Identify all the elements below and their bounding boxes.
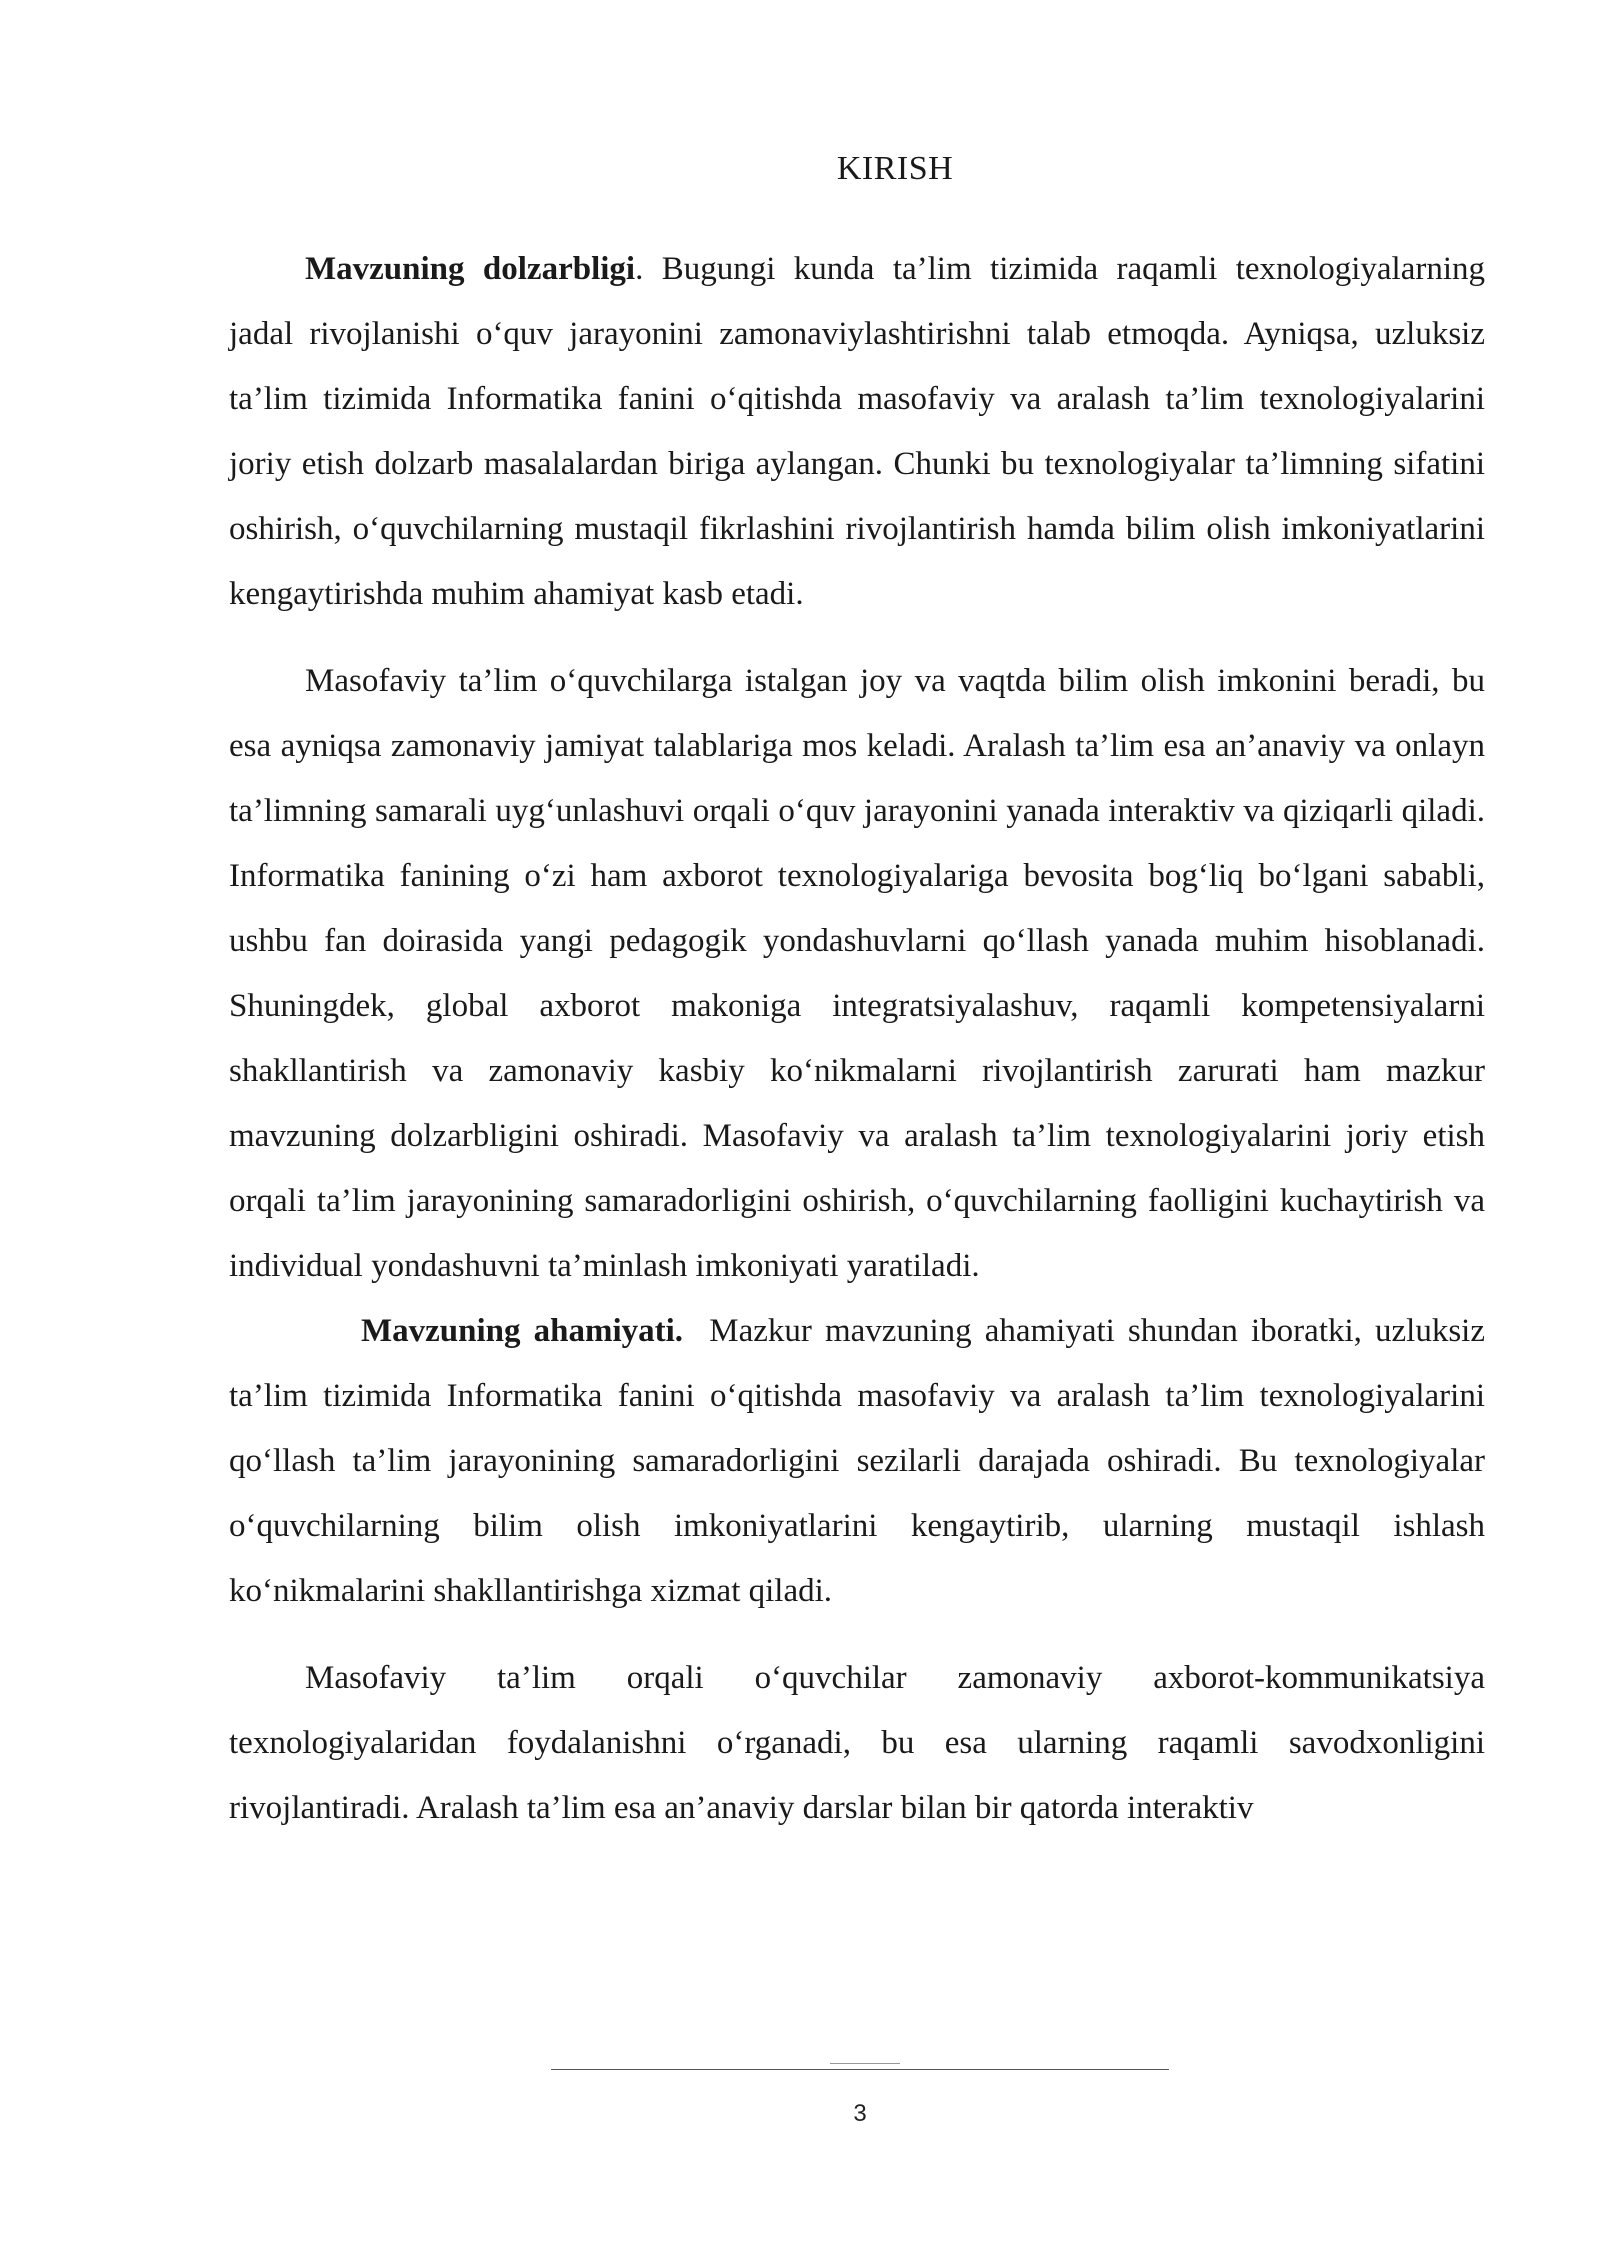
paragraph-distance-learning <box>229 649 1485 1299</box>
paragraph-lead-significance: Mavzuning ahamiyati. <box>361 1313 684 1349</box>
footer-rule <box>551 2069 1169 2070</box>
page-number: 3 <box>853 2100 867 2127</box>
paragraph-ict-literacy <box>229 1646 1485 1841</box>
section-heading: KIRISH <box>836 150 954 187</box>
paragraph-text-distance-learning: Masofaviy ta’lim o‘quvchilarga istalgan joy va vaqtda bilim olish imkonini beradi, bu esa ayniqsa zamonaviy jamiyat talablariga mos keladi. Aralash ta’lim esa an’anaviy va onlayn ta’limning samarali uyg‘unlashuvi orqali o‘quv jarayonini yanada interaktiv va qiziqarli qiladi. Informatika fanining o‘zi ham axborot texnologiyalariga bevosita bog‘liq bo‘lgani sababli, ushbu fan doirasida yangi pedagogik yondashuvlarni qo‘llash yanada muhim hisoblanadi. Shuningdek, global axborot makoniga integratsiyalashuv, raqamli kompetensiyalarni shakllantirish va zamonaviy kasbiy ko‘nikmalarni rivojlantirish zarurati ham mazkur mavzuning dolzarbligini oshiradi. Masofaviy va aralash ta’lim texnologiyalarini joriy etish orqali ta’lim jarayonining samaradorligini oshirish, o‘quvchilarning faolligini kuchaytirish va individual yondashuvni ta’minlash imkoniyati yaratiladi. <box>229 663 1485 1284</box>
paragraph-relevance <box>229 237 1485 627</box>
paragraph-text-ict-literacy: Masofaviy ta’lim orqali o‘quvchilar zamonaviy axborot-kommunikatsiya texnologiyalaridan foydalanishni o‘rganadi, bu esa ularning raqamli savodxonligini rivojlantiradi. Aralash ta’lim esa an’anaviy darslar bilan bir qatorda interaktiv <box>229 1660 1485 1826</box>
paragraph-lead-relevance: Mavzuning dolzarbligi <box>305 251 636 287</box>
paragraph-significance <box>229 1299 1494 1624</box>
paragraph-text-relevance: . Bugungi kunda ta’lim tizimida raqamli texnologiyalarning jadal rivojlanishi o‘quv jarayonini zamonaviylashtirishni talab etmoqda. Ayniqsa, uzluksiz ta’lim tizimida Informatika fanini o‘qitishda masofaviy va aralash ta’lim texnologiyalarini joriy etish dolzarb masalalardan biriga aylangan. Chunki bu texnologiyalar ta’limning sifatini oshirish, o‘quvchilarning mustaqil fikrlashini rivojlantirish hamda bilim olish imkoniyatlarini kengaytirishda muhim ahamiyat kasb etadi. <box>229 251 1485 612</box>
body-text <box>229 237 1494 1841</box>
paragraph-text-significance: Mazkur mavzuning ahamiyati shundan iboratki, uzluksiz ta’lim tizimida Informatika fanini o‘qitishda masofaviy va aralash ta’lim texnologiyalarini qo‘llash ta’lim jarayonining samaradorligini sezilarli darajada oshiradi. Bu texnologiyalar o‘quvchilarning bilim olish imkoniyatlarini kengaytirib, ularning mustaqil ishlash ko‘nikmalarini shakllantirishga xizmat qiladi. <box>229 1313 1494 1609</box>
footer-rule-accent <box>830 2063 900 2064</box>
